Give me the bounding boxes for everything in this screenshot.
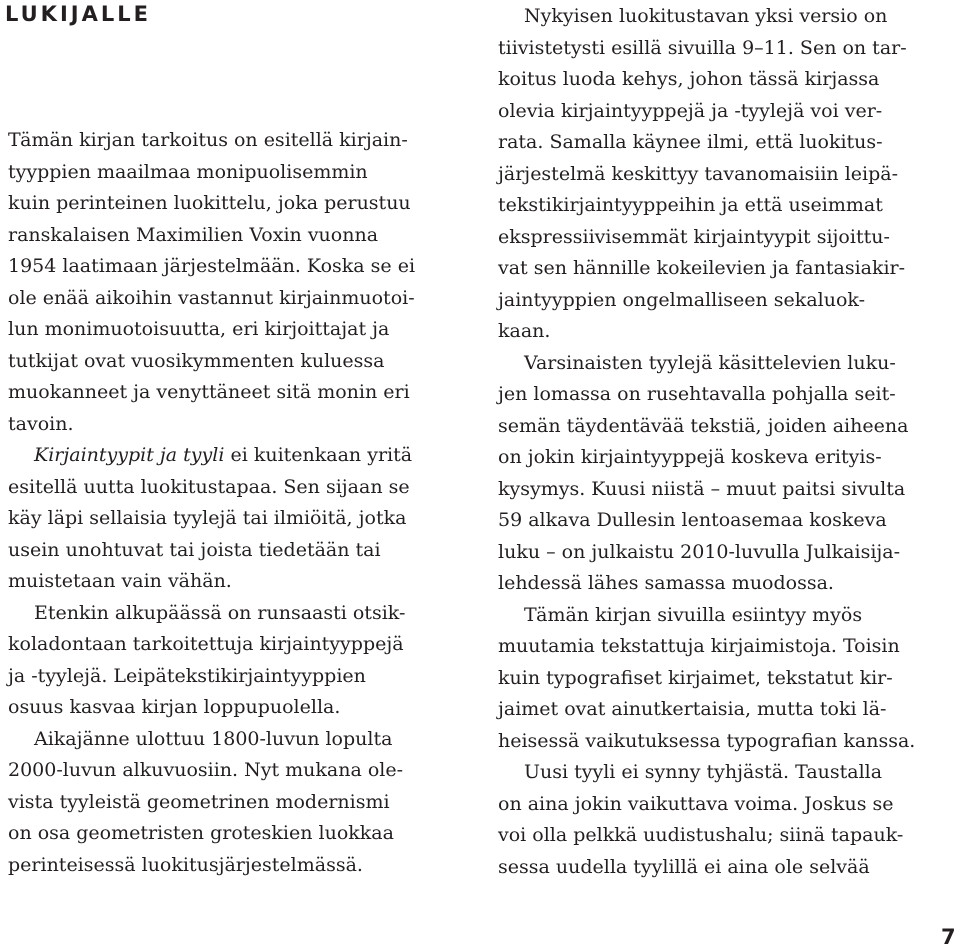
text-line: on jokin kirjaintyyppejä koskeva erityis-	[498, 446, 882, 468]
page-heading: LUKIJALLE	[5, 2, 151, 26]
text-line: järjestelmä keskittyy tavanomaisiin leipä-	[498, 162, 899, 185]
text-line: lun monimuotoisuutta, eri kirjoittajat ja	[8, 318, 390, 340]
text-line: muokanneet ja venyttäneet sitä monin eri	[8, 381, 410, 403]
text-line: muistetaan vain vähän.	[8, 570, 232, 592]
text-line: lehdessä lähes samassa muodossa.	[498, 572, 834, 594]
text-line: Uusi tyyli ei synny tyhjästä. Taustalla	[524, 761, 883, 783]
text-line: sessa uudella tyylillä ei aina ole selvää	[498, 855, 870, 878]
text-line: Aikajänne ulottuu 1800-luvun lopulta	[34, 727, 393, 750]
text-line: tyyppien maailmaa monipuolisemmin	[8, 160, 368, 183]
left-text-column	[8, 125, 478, 881]
line-text: ei kuitenkaan yritä	[224, 444, 413, 466]
text-line: kaan.	[498, 320, 551, 342]
text-line: olevia kirjaintyyppejä ja -tyylejä voi ver-	[498, 99, 883, 122]
text-line: kuin perinteinen luokittelu, joka perustuu	[8, 192, 411, 214]
text-line: tutkijat ovat vuosikymmenten kuluessa	[8, 349, 385, 372]
text-line: esitellä uutta luokitustapaa. Sen sijaan se	[8, 475, 410, 498]
text-line: koladontaan tarkoitettuja kirjaintyyppejä	[8, 633, 404, 655]
text-line: tekstikirjaintyyppeihin ja että useimmat	[498, 194, 883, 216]
text-line	[8, 440, 478, 472]
text-line: perinteisessä luokitusjärjestelmässä.	[8, 853, 363, 876]
text-line: jaintyyppien ongelmalliseen sekaluok-	[498, 288, 865, 311]
text-line: kysymys. Kuusi niistä – muut paitsi sivulta	[498, 477, 906, 500]
text-line: tiivistetysti esillä sivuilla 9–11. Sen on tar-	[498, 36, 907, 59]
text-line: Tämän kirjan sivuilla esiintyy myös	[524, 603, 863, 626]
text-line: ranskalaisen Maximilien Voxin vuonna	[8, 223, 379, 246]
text-line: 2000-luvun alkuvuosiin. Nyt mukana ole-	[8, 759, 404, 781]
text-line: semän täydentävää tekstiä, joiden aiheena	[498, 414, 909, 437]
right-text-column	[498, 1, 958, 883]
book-title-italic: Kirjaintyypit ja tyyli	[34, 444, 225, 466]
text-line: ja -tyylejä. Leipätekstikirjaintyyppien	[8, 664, 366, 687]
text-line: ole enää aikoihin vastannut kirjainmuotoi-	[8, 286, 415, 309]
text-line: on aina jokin vaikuttava voima. Joskus se	[498, 792, 894, 815]
text-line: Tämän kirjan tarkoitus on esitellä kirjain-	[8, 129, 408, 151]
text-line: tavoin.	[8, 412, 74, 435]
text-line: ekspressiivisemmät kirjaintyypit sijoittu-	[498, 225, 890, 248]
text-line: jaimet ovat ainutkertaisia, mutta toki lä-	[498, 698, 887, 720]
text-line: vista tyyleistä geometrinen modernismi	[8, 790, 390, 813]
text-line: 59 alkava Dullesin lentoasemaa koskeva	[498, 509, 887, 531]
text-line: 1954 laatimaan järjestelmään. Koska se ei	[8, 255, 416, 277]
text-line: käy läpi sellaisia tyylejä tai ilmiöitä, jotka	[8, 507, 407, 529]
text-line: Etenkin alkupäässä on runsaasti otsik-	[34, 601, 406, 624]
text-line: vat sen hännille kokeilevien ja fantasiakir-	[498, 257, 906, 279]
text-line: muutamia tekstattuja kirjaimistoja. Toisin	[498, 635, 900, 657]
text-line: voi olla pelkkä uudistushalu; siinä tapauk-	[498, 824, 904, 846]
text-line: Varsinaisten tyylejä käsittelevien luku-	[524, 351, 896, 374]
text-line: luku – on julkaistu 2010-luvulla Julkaisija-	[498, 540, 901, 563]
text-line: rata. Samalla käynee ilmi, että luokitus-	[498, 131, 883, 153]
text-line: jen lomassa on rusehtavalla pohjalla seit-	[498, 383, 896, 405]
text-line: kuin typografiset kirjaimet, tekstatut kir-	[498, 666, 893, 689]
text-line: Nykyisen luokitustavan yksi versio on	[524, 5, 888, 27]
text-line: on osa geometristen groteskien luokkaa	[8, 822, 394, 844]
text-line: usein unohtuvat tai joista tiedetään tai	[8, 538, 381, 561]
page-number: 7	[941, 925, 956, 949]
text-line: heisessä vaikutuksessa typografian kanssa.	[498, 729, 916, 752]
text-line: osuus kasvaa kirjan loppupuolella.	[8, 696, 341, 718]
text-line: koitus luoda kehys, johon tässä kirjassa	[498, 68, 880, 90]
